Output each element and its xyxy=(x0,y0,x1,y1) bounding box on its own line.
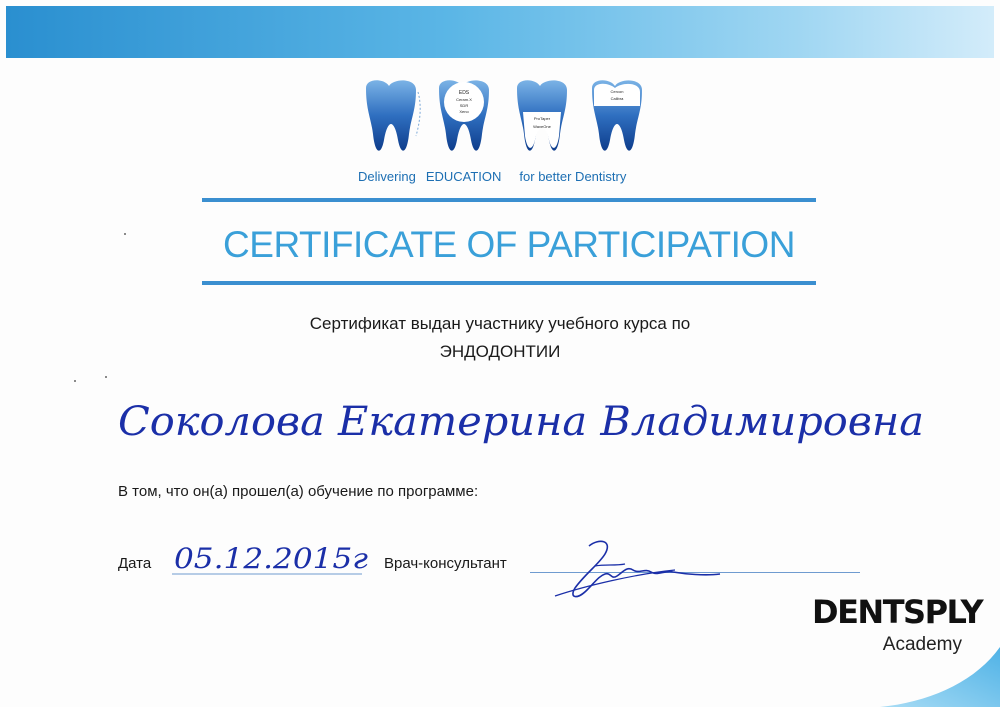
date-value-text: 05.12.2015г xyxy=(174,542,368,575)
tooth-icon xyxy=(366,80,420,150)
date-label: Дата xyxy=(118,555,152,572)
date-value xyxy=(172,536,372,582)
corner-swoosh xyxy=(880,647,1000,707)
tooth-icon xyxy=(439,80,489,150)
doctor-label: Врач-консультант xyxy=(384,555,507,572)
tagline-part: EDUCATION xyxy=(425,169,502,184)
certificate-title: CERTIFICATE OF PARTICIPATION xyxy=(223,224,795,265)
svg-text:EDS: EDS xyxy=(458,90,470,96)
participant-name-text: Соколова Екатерина Владимировна xyxy=(118,399,924,445)
brand-name: DENTSPLY xyxy=(812,593,983,631)
title-rule-top xyxy=(202,198,816,202)
title-rule-bottom xyxy=(202,281,816,285)
teeth-logo xyxy=(356,76,646,160)
tooth-icon xyxy=(592,80,642,150)
issued-line-1: Сертификат выдан участнику учебного курса по xyxy=(309,314,691,333)
logo-tagline xyxy=(356,169,646,184)
tooth-icon xyxy=(517,80,567,150)
svg-text:ProTaper: ProTaper xyxy=(533,116,551,121)
paper-speck xyxy=(105,376,107,378)
svg-text:Xeno: Xeno xyxy=(459,109,469,114)
course-name: ЭНДОДОНТИИ xyxy=(439,342,561,361)
header-band xyxy=(6,6,994,58)
paper-speck xyxy=(74,380,76,382)
participant-name xyxy=(112,383,932,463)
svg-text:Cercon: Cercon xyxy=(610,89,624,94)
program-statement: В том, что он(а) прошел(а) обучение по программе: xyxy=(118,483,479,500)
tagline-part: Delivering xyxy=(358,169,416,184)
svg-text:Ceram.X: Ceram.X xyxy=(456,97,472,102)
svg-text:WaveOne: WaveOne xyxy=(533,124,551,129)
paper-speck xyxy=(124,233,126,235)
brand-subtitle: Academy xyxy=(882,634,962,655)
svg-text:SDR: SDR xyxy=(459,103,469,108)
tagline-part: for better Dentistry xyxy=(519,169,627,184)
svg-text:Calibra: Calibra xyxy=(610,96,624,101)
doctor-signature xyxy=(515,530,725,610)
